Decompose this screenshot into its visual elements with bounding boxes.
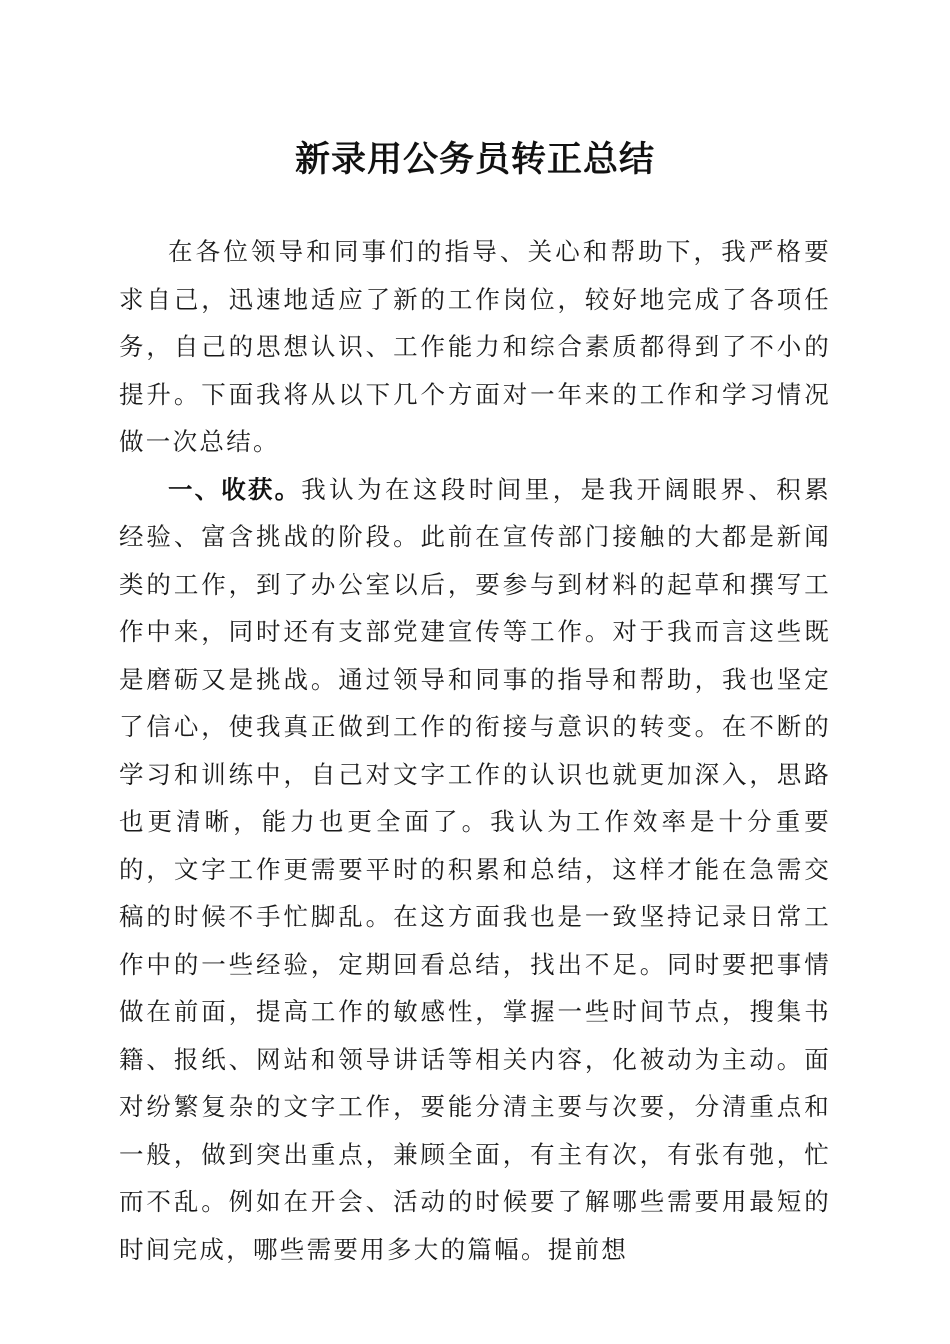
document-title: 新录用公务员转正总结 [294,139,655,180]
document-body [119,228,831,1273]
section-paragraph-harvest-text: 我认为在这段时间里，是我开阔眼界、积累经验、富含挑战的阶段。此前在宣传部门接触的大都是新闻类的工作，到了办公室以后，要参与到材料的起草和撰写工作中来，同时还有支部党建宣传等工作。对于我而言这些既是磨砺又是挑战。通过领导和同事的指导和帮助，我也坚定了信心，使我真正做到工作的衔接与意识的转变。在不断的学习和训练中，自己对文字工作的认识也就更加深入，思路也更清晰，能力也更全面了。我认为工作效率是十分重要的，文字工作更需要平时的积累和总结，这样才能在急需交稿的时候不手忙脚乱。在这方面我也是一致坚持记录日常工作中的一些经验，定期回看总结，找出不足。同时要把事情做在前面，提高工作的敏感性，掌握一些时间节点，搜集书籍、报纸、网站和领导讲话等相关内容，化被动为主动。面对纷繁复杂的文字工作，要能分清主要与次要，分清重点和一般，做到突出重点，兼顾全面，有主有次，有张有弛，忙而不乱。例如在开会、活动的时候要了解哪些需要用最短的时间完成，哪些需要用多大的篇幅。提前想 [119,474,831,1264]
intro-paragraph-text: 在各位领导和同事们的指导、关心和帮助下，我严格要求自己，迅速地适应了新的工作岗位，较好地完成了各项任务，自己的思想认识、工作能力和综合素质都得到了不小的提升。下面我将从以下几个方面对一年来的工作和学习情况做一次总结。 [119,237,831,456]
section-heading-harvest: 一、收获。 [168,474,302,504]
section-paragraph-harvest [119,466,831,1274]
intro-paragraph [119,228,831,466]
